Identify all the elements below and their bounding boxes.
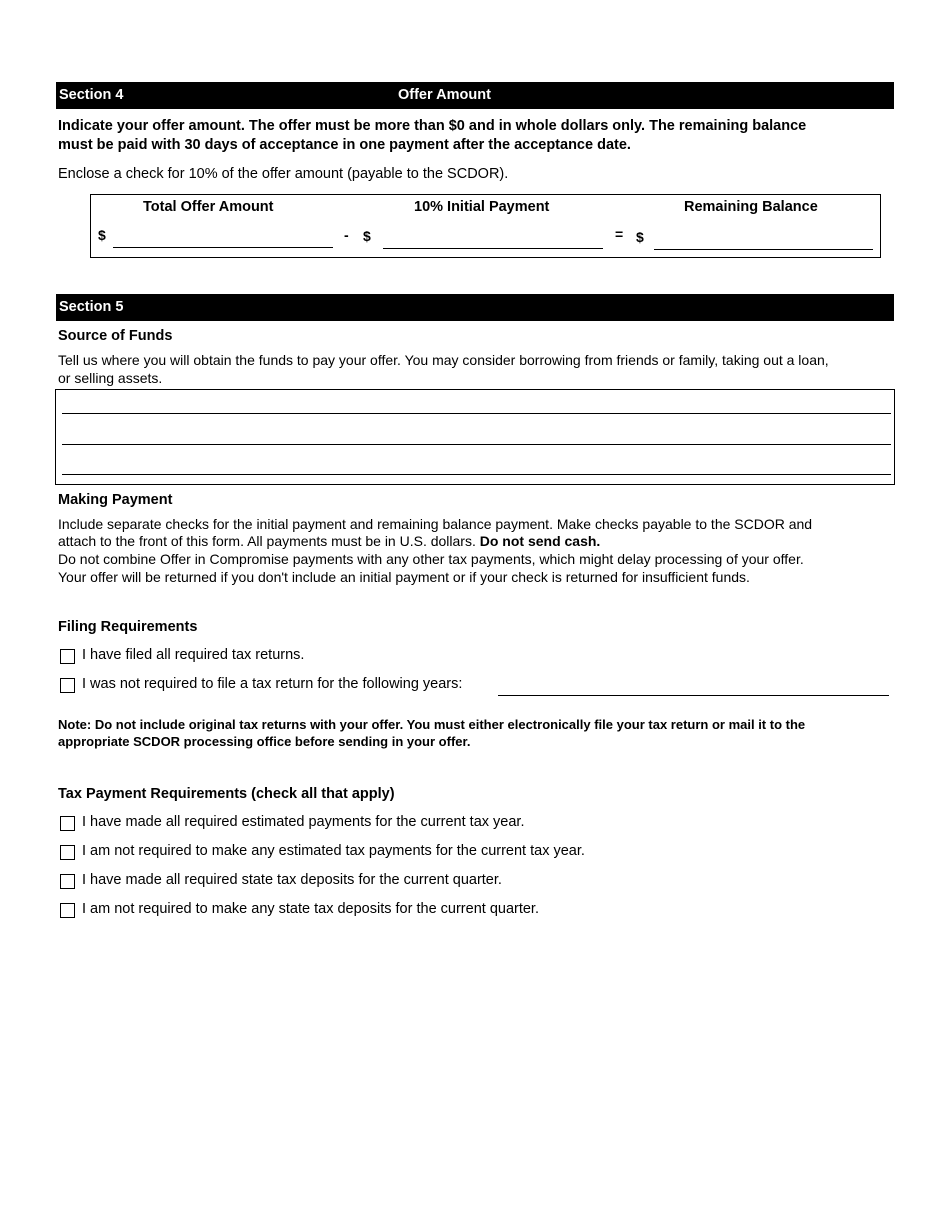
- not-required-to-file-checkbox[interactable]: [60, 678, 75, 693]
- remaining-balance-label: Remaining Balance: [684, 199, 818, 215]
- making-payment-heading: Making Payment: [58, 492, 173, 508]
- state-deposits-not-required-checkbox[interactable]: [60, 903, 75, 918]
- minus-sign: -: [344, 227, 349, 243]
- filed-all-returns-label: I have filed all required tax returns.: [82, 647, 305, 663]
- offer-instruction-line2: must be paid with 30 days of acceptance in one payment after the acceptance date.: [58, 137, 631, 153]
- making-payment-line2: attach to the front of this form. All payments must be in U.S. dollars. Do not send cash.: [58, 533, 601, 549]
- source-of-funds-text-line2: or selling assets.: [58, 370, 163, 386]
- tax-payment-option: I have made all required estimated payments for the current tax year.: [82, 814, 525, 830]
- do-not-send-cash: Do not send cash.: [479, 533, 601, 549]
- filed-all-returns-checkbox[interactable]: [60, 649, 75, 664]
- total-offer-amount-field[interactable]: [113, 230, 333, 248]
- tax-payment-option: I have made all required state tax deposits for the current quarter.: [82, 872, 502, 888]
- dollar-sign: $: [98, 227, 106, 243]
- tax-payment-option: I am not required to make any state tax deposits for the current quarter.: [82, 901, 539, 917]
- filing-note-line2: appropriate SCDOR processing office before sending in your offer.: [58, 734, 471, 749]
- section-5-header: [56, 294, 894, 321]
- filing-note-line1: Note: Do not include original tax returns with your offer. You must either electronically file your tax return or mail it to the: [58, 717, 806, 732]
- total-offer-amount-label: Total Offer Amount: [143, 199, 274, 215]
- source-of-funds-box: [55, 389, 895, 485]
- making-payment-line3: Do not combine Offer in Compromise payments with any other tax payments, which might delay processing of your offer.: [58, 551, 804, 567]
- tax-payment-heading: Tax Payment Requirements (check all that apply): [58, 786, 395, 802]
- dollar-sign: $: [636, 229, 644, 245]
- estimated-payments-made-checkbox[interactable]: [60, 816, 75, 831]
- offer-instruction-line1: Indicate your offer amount. The offer must be more than $0 and in whole dollars only. The remaining balance: [58, 118, 807, 134]
- equals-sign: =: [615, 226, 624, 242]
- state-deposits-made-checkbox[interactable]: [60, 874, 75, 889]
- not-required-to-file-label: I was not required to file a tax return for the following years:: [82, 676, 463, 692]
- section-5-label: Section 5: [59, 299, 124, 315]
- dollar-sign: $: [363, 228, 371, 244]
- years-field[interactable]: [498, 679, 889, 696]
- source-of-funds-heading: Source of Funds: [58, 328, 173, 344]
- estimated-payments-not-required-checkbox[interactable]: [60, 845, 75, 860]
- enclose-check-text: Enclose a check for 10% of the offer amount (payable to the SCDOR).: [58, 166, 509, 182]
- offer-amount-box: [90, 194, 881, 258]
- section-4-label: Section 4: [59, 87, 124, 103]
- source-of-funds-line[interactable]: [62, 428, 891, 445]
- tax-payment-option: I am not required to make any estimated tax payments for the current tax year.: [82, 843, 585, 859]
- initial-payment-label: 10% Initial Payment: [414, 199, 550, 215]
- source-of-funds-text-line1: Tell us where you will obtain the funds to pay your offer. You may consider borrowing from friends or family, taking out a loan,: [58, 352, 829, 368]
- remaining-balance-field[interactable]: [654, 232, 873, 250]
- making-payment-line1: Include separate checks for the initial payment and remaining balance payment. Make checks payable to the SCDOR and: [58, 516, 813, 532]
- filing-requirements-heading: Filing Requirements: [58, 619, 198, 635]
- section-4-header: [56, 82, 894, 109]
- making-payment-line4: Your offer will be returned if you don't include an initial payment or if your check is returned for insufficient funds.: [58, 569, 750, 585]
- source-of-funds-line[interactable]: [62, 397, 891, 414]
- section-4-title: Offer Amount: [398, 87, 491, 103]
- source-of-funds-line[interactable]: [62, 458, 891, 475]
- initial-payment-field[interactable]: [383, 231, 603, 249]
